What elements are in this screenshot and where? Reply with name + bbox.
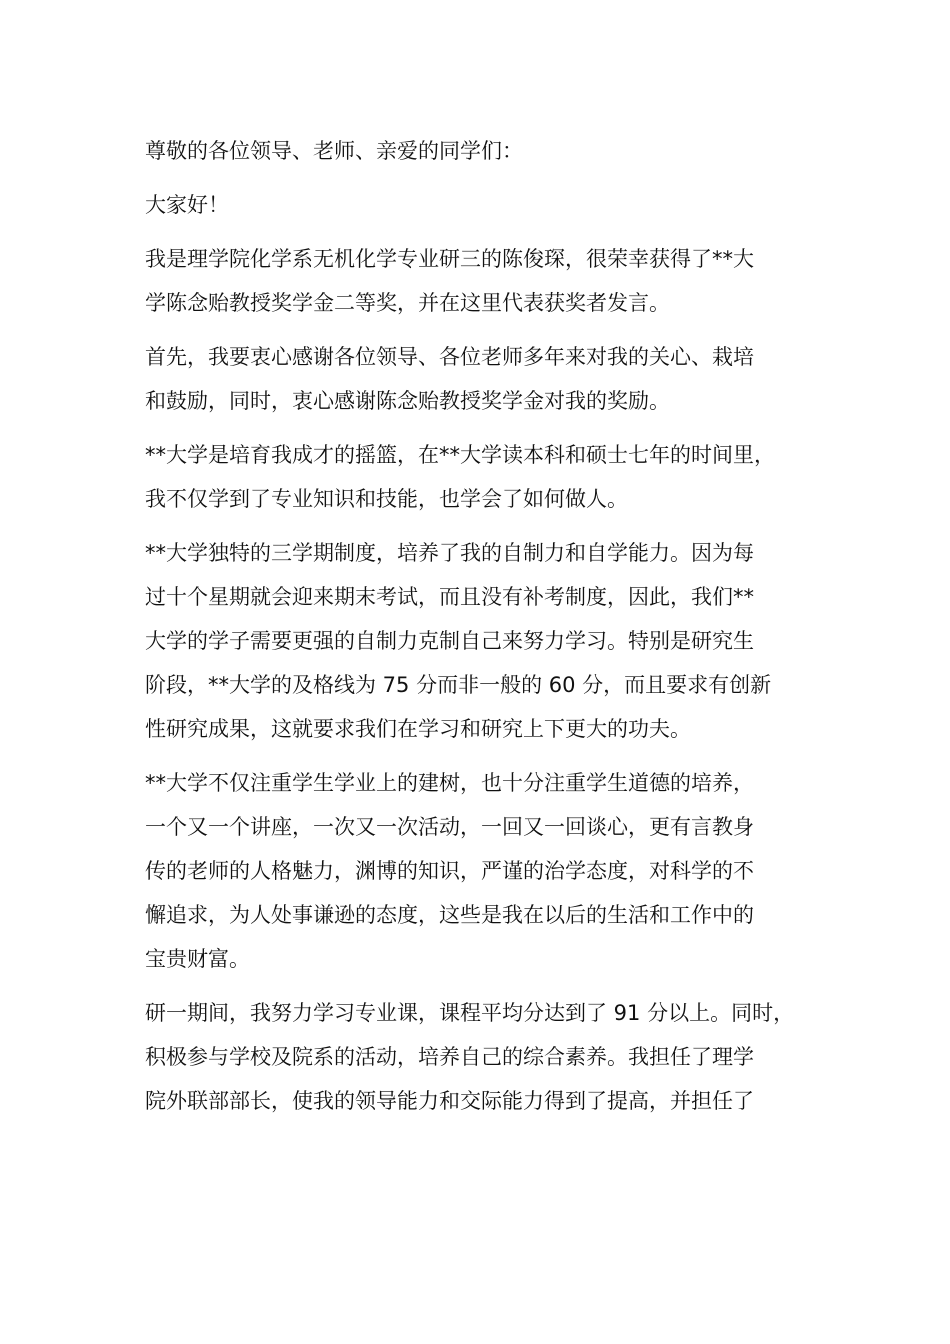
text-line: 宝贵财富。 [145,947,250,971]
paragraph-university-cradle [145,433,805,521]
text-line: 研一期间，我努力学习专业课，课程平均分达到了 91 分以上。同时， [145,1001,795,1025]
text-line: 尊敬的各位领导、老师、亲爱的同学们： [145,139,523,163]
paragraph-moral-education [145,761,805,981]
paragraph-thanks [145,335,805,423]
text-line: **大学独特的三学期制度，培养了我的自制力和自学能力。因为每 [145,541,754,565]
paragraph-salutation [145,129,805,173]
speech-body [145,129,805,1123]
paragraph-first-year [145,991,805,1123]
text-line: 我不仅学到了专业知识和技能，也学会了如何做人。 [145,487,628,511]
text-line: 和鼓励，同时，衷心感谢陈念贻教授奖学金对我的奖励。 [145,389,670,413]
paragraph-greeting [145,183,805,227]
text-line: 懈追求，为人处事谦逊的态度，这些是我在以后的生活和工作中的 [145,903,754,927]
text-line: **大学不仅注重学生学业上的建树，也十分注重学生道德的培养， [145,771,754,795]
text-line: 积极参与学校及院系的活动，培养自己的综合素养。我担任了理学 [145,1045,754,1069]
text-line: **大学是培育我成才的摇篮，在**大学读本科和硕士七年的时间里， [145,443,775,467]
text-line: 大学的学子需要更强的自制力克制自己来努力学习。特别是研究生 [145,629,754,653]
paragraph-trimester-system [145,531,805,751]
paragraph-introduction [145,237,805,325]
text-line: 我是理学院化学系无机化学专业研三的陈俊琛，很荣幸获得了**大 [145,247,754,271]
text-line: 一个又一个讲座，一次又一次活动，一回又一回谈心，更有言教身 [145,815,754,839]
text-line: 首先，我要衷心感谢各位领导、各位老师多年来对我的关心、栽培 [145,345,754,369]
text-line: 性研究成果，这就要求我们在学习和研究上下更大的功夫。 [145,717,691,741]
text-line: 过十个星期就会迎来期末考试，而且没有补考制度，因此，我们** [145,585,754,609]
text-line: 大家好！ [145,193,229,217]
text-line: 阶段，**大学的及格线为 75 分而非一般的 60 分，而且要求有创新 [145,673,772,697]
text-line: 传的老师的人格魅力，渊博的知识，严谨的治学态度，对科学的不 [145,859,754,883]
text-line: 学陈念贻教授奖学金二等奖，并在这里代表获奖者发言。 [145,291,670,315]
text-line: 院外联部部长，使我的领导能力和交际能力得到了提高，并担任了 [145,1089,754,1113]
